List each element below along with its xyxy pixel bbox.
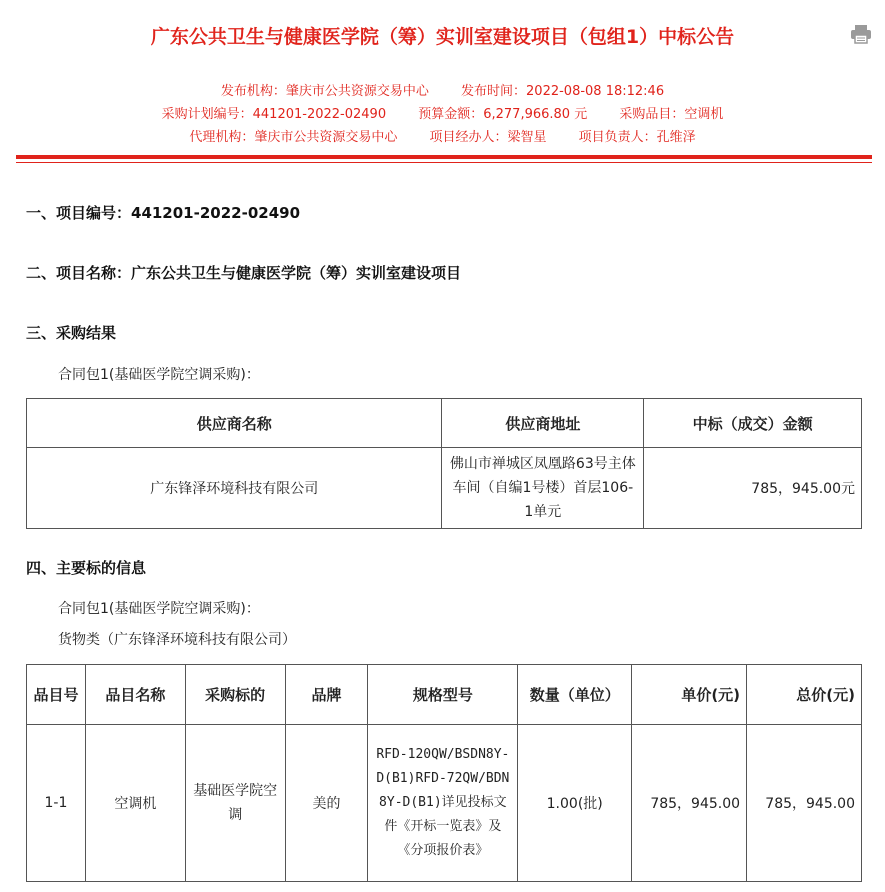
award-amount: 785，945.00元 (644, 448, 862, 529)
col-supplier-address: 供应商地址 (442, 399, 644, 448)
section-main-items: 四、主要标的信息 (26, 559, 147, 577)
supplier-name: 广东锋泽环境科技有限公司 (27, 448, 442, 529)
col-item-name: 品目名称 (85, 665, 185, 725)
print-icon[interactable] (850, 24, 872, 44)
table-row (27, 448, 862, 529)
section-project-name: 二、项目名称：广东公共卫生与健康医学院（筹）实训室建设项目 (26, 264, 462, 282)
supplier-address: 佛山市禅城区凤凰路63号主体车间（自编1号楼）首层106-1单元 (442, 448, 644, 529)
table-row (27, 725, 862, 882)
item-total-price: 785，945.00 (747, 725, 862, 882)
result-table (26, 398, 862, 529)
col-total-price: 总价(元) (747, 665, 862, 725)
section-purchase-result: 三、采购结果 (26, 324, 117, 342)
section-project-number: 一、项目编号：441201-2022-02490 (26, 204, 301, 222)
col-target: 采购标的 (185, 665, 285, 725)
project-handler: 项目经办人：梁智星 (429, 130, 547, 145)
col-supplier-name: 供应商名称 (27, 399, 442, 448)
col-brand: 品牌 (285, 665, 368, 725)
items-table (26, 664, 862, 882)
plan-number: 采购计划编号：441201-2022-02490 (161, 107, 387, 122)
item-no: 1-1 (27, 725, 86, 882)
header-divider-thick (16, 155, 872, 159)
publish-time: 发布时间：2022-08-08 18:12:46 (461, 84, 665, 99)
meta-row-2 (0, 103, 885, 122)
items-package-label: 合同包1(基础医学院空调采购)： (58, 601, 260, 617)
budget-amount: 预算金额：6,277,966.80 元 (418, 107, 588, 122)
result-table-header (27, 399, 862, 448)
item-unit-price: 785，945.00 (632, 725, 747, 882)
purchase-category: 采购品目：空调机 (619, 107, 724, 122)
publisher: 发布机构：肇庆市公共资源交易中心 (220, 84, 429, 99)
item-target: 基础医学院空调 (185, 725, 285, 882)
col-item-no: 品目号 (27, 665, 86, 725)
meta-row-3 (0, 126, 885, 145)
item-spec: RFD-120QW/BSDN8Y-D(B1)RFD-72QW/BDN8Y-D(B1)详见投标文件《开标一览表》及《分项报价表》 (368, 725, 518, 882)
header-divider-thin (16, 162, 872, 163)
col-spec: 规格型号 (368, 665, 518, 725)
meta-row-1 (0, 80, 885, 99)
agency: 代理机构：肇庆市公共资源交易中心 (189, 130, 398, 145)
col-award-amount: 中标（成交）金额 (644, 399, 862, 448)
items-table-header (27, 665, 862, 725)
col-quantity: 数量（单位） (518, 665, 632, 725)
project-leader: 项目负责人：孔维泽 (578, 130, 696, 145)
page-title: 广东公共卫生与健康医学院（筹）实训室建设项目（包组1）中标公告 (150, 26, 735, 48)
item-quantity: 1.00(批) (518, 725, 632, 882)
item-brand: 美的 (285, 725, 368, 882)
items-goods-label: 货物类（广东锋泽环境科技有限公司） (58, 632, 296, 648)
result-package-label: 合同包1(基础医学院空调采购)： (58, 367, 260, 383)
item-name: 空调机 (85, 725, 185, 882)
col-unit-price: 单价(元) (632, 665, 747, 725)
